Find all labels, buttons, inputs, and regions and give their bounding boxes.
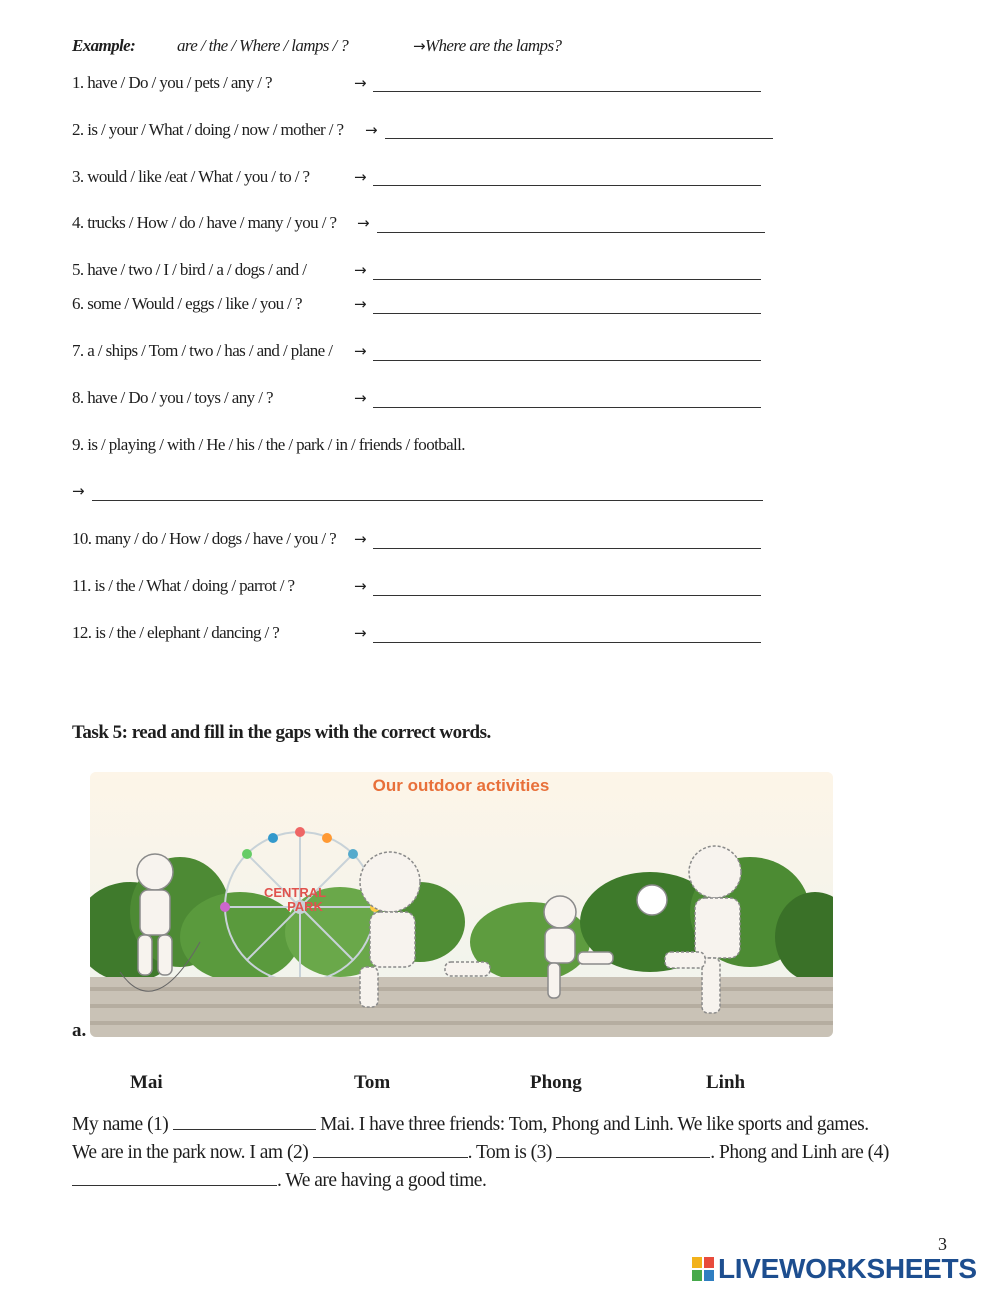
arrow-icon: → bbox=[354, 74, 367, 92]
passage-text: My name (1) bbox=[72, 1114, 173, 1135]
example-row bbox=[72, 36, 135, 56]
answer-line-4[interactable] bbox=[377, 232, 765, 233]
gap-4[interactable] bbox=[72, 1167, 277, 1186]
answer-line-12[interactable] bbox=[373, 642, 761, 643]
gap-1[interactable] bbox=[173, 1111, 316, 1130]
answer-line-2[interactable] bbox=[385, 138, 773, 139]
image-title: Our outdoor activities bbox=[372, 776, 550, 795]
arrow-icon: → bbox=[354, 168, 367, 186]
arrow-icon: → bbox=[354, 624, 367, 642]
answer-line-7[interactable] bbox=[373, 360, 761, 361]
liveworksheets-logo-icon bbox=[692, 1257, 714, 1281]
question-4: 4. trucks / How / do / have / many / you / ? bbox=[72, 213, 337, 232]
passage-text: . Tom is (3) bbox=[467, 1142, 557, 1163]
page-number: 3 bbox=[938, 1234, 947, 1254]
passage-line-3 bbox=[72, 1167, 942, 1196]
liveworksheets-logo bbox=[692, 1254, 977, 1284]
answer-line-9[interactable] bbox=[92, 500, 763, 501]
question-11: 11. is / the / What / doing / parrot / ? bbox=[72, 576, 295, 595]
arrow-icon: → bbox=[354, 261, 367, 279]
arrow-icon: → bbox=[357, 214, 370, 232]
question-2: 2. is / your / What / doing / now / mother / ? bbox=[72, 120, 344, 139]
answer-line-5[interactable] bbox=[373, 279, 761, 280]
answer-line-10[interactable] bbox=[373, 548, 761, 549]
arrow-icon: → bbox=[354, 342, 367, 360]
passage-line-2 bbox=[72, 1139, 942, 1168]
arrow-icon: → bbox=[365, 121, 378, 139]
example-label: Example: bbox=[72, 36, 136, 55]
arrow-icon: → bbox=[354, 577, 367, 595]
name-tom: Tom bbox=[354, 1072, 391, 1093]
example-answer-row bbox=[413, 36, 561, 56]
arrow-icon: → bbox=[354, 530, 367, 548]
sign-line-1: CENTRAL bbox=[263, 885, 327, 900]
sign-line-2: PARK bbox=[287, 899, 323, 914]
passage-text: . Phong and Linh are (4) bbox=[710, 1142, 889, 1163]
question-7: 7. a / ships / Tom / two / has / and / plane / bbox=[72, 341, 333, 360]
question-5: 5. have / two / I / bird / a / dogs / and / bbox=[72, 260, 307, 279]
arrow-icon: → bbox=[413, 37, 425, 55]
answer-line-1[interactable] bbox=[373, 91, 761, 92]
question-6: 6. some / Would / eggs / like / you / ? bbox=[72, 294, 302, 313]
question-8: 8. have / Do / you / toys / any / ? bbox=[72, 388, 273, 407]
arrow-icon: → bbox=[354, 295, 367, 313]
arrow-icon: → bbox=[354, 389, 367, 407]
question-1: 1. have / Do / you / pets / any / ? bbox=[72, 73, 272, 92]
name-linh: Linh bbox=[706, 1072, 746, 1093]
answer-line-8[interactable] bbox=[373, 407, 761, 408]
answer-line-3[interactable] bbox=[373, 185, 761, 186]
question-12: 12. is / the / elephant / dancing / ? bbox=[72, 623, 280, 642]
passage-text: Mai. I have three friends: Tom, Phong and Linh. We like sports and games. bbox=[315, 1114, 869, 1135]
name-mai: Mai bbox=[130, 1072, 163, 1093]
answer-line-6[interactable] bbox=[373, 313, 761, 314]
passage-text: We are in the park now. I am (2) bbox=[72, 1142, 313, 1163]
passage-text: . We are having a good time. bbox=[277, 1170, 487, 1191]
gap-2[interactable] bbox=[313, 1139, 468, 1158]
arrow-icon: → bbox=[72, 482, 85, 500]
question-3: 3. would / like /eat / What / you / to / ? bbox=[72, 167, 310, 186]
question-9: 9. is / playing / with / He / his / the / park / in / friends / football. bbox=[72, 435, 465, 454]
stone-steps-icon bbox=[90, 977, 833, 1037]
answer-line-11[interactable] bbox=[373, 595, 761, 596]
question-10: 10. many / do / How / dogs / have / you / ? bbox=[72, 529, 337, 548]
part-label: a. bbox=[72, 1020, 87, 1041]
example-words: are / the / Where / lamps / ? bbox=[177, 36, 349, 55]
passage-line-1 bbox=[72, 1111, 942, 1140]
name-phong: Phong bbox=[530, 1072, 582, 1093]
task5-title: Task 5: read and fill in the gaps with the correct words. bbox=[72, 722, 491, 743]
outdoor-activities-illustration bbox=[90, 772, 833, 1037]
park-scene-icon bbox=[90, 772, 833, 1037]
example-answer: Where are the lamps? bbox=[424, 36, 562, 55]
gap-3[interactable] bbox=[556, 1139, 710, 1158]
ball-icon bbox=[637, 885, 667, 915]
brand-name: LIVEWORKSHEETS bbox=[718, 1253, 977, 1284]
